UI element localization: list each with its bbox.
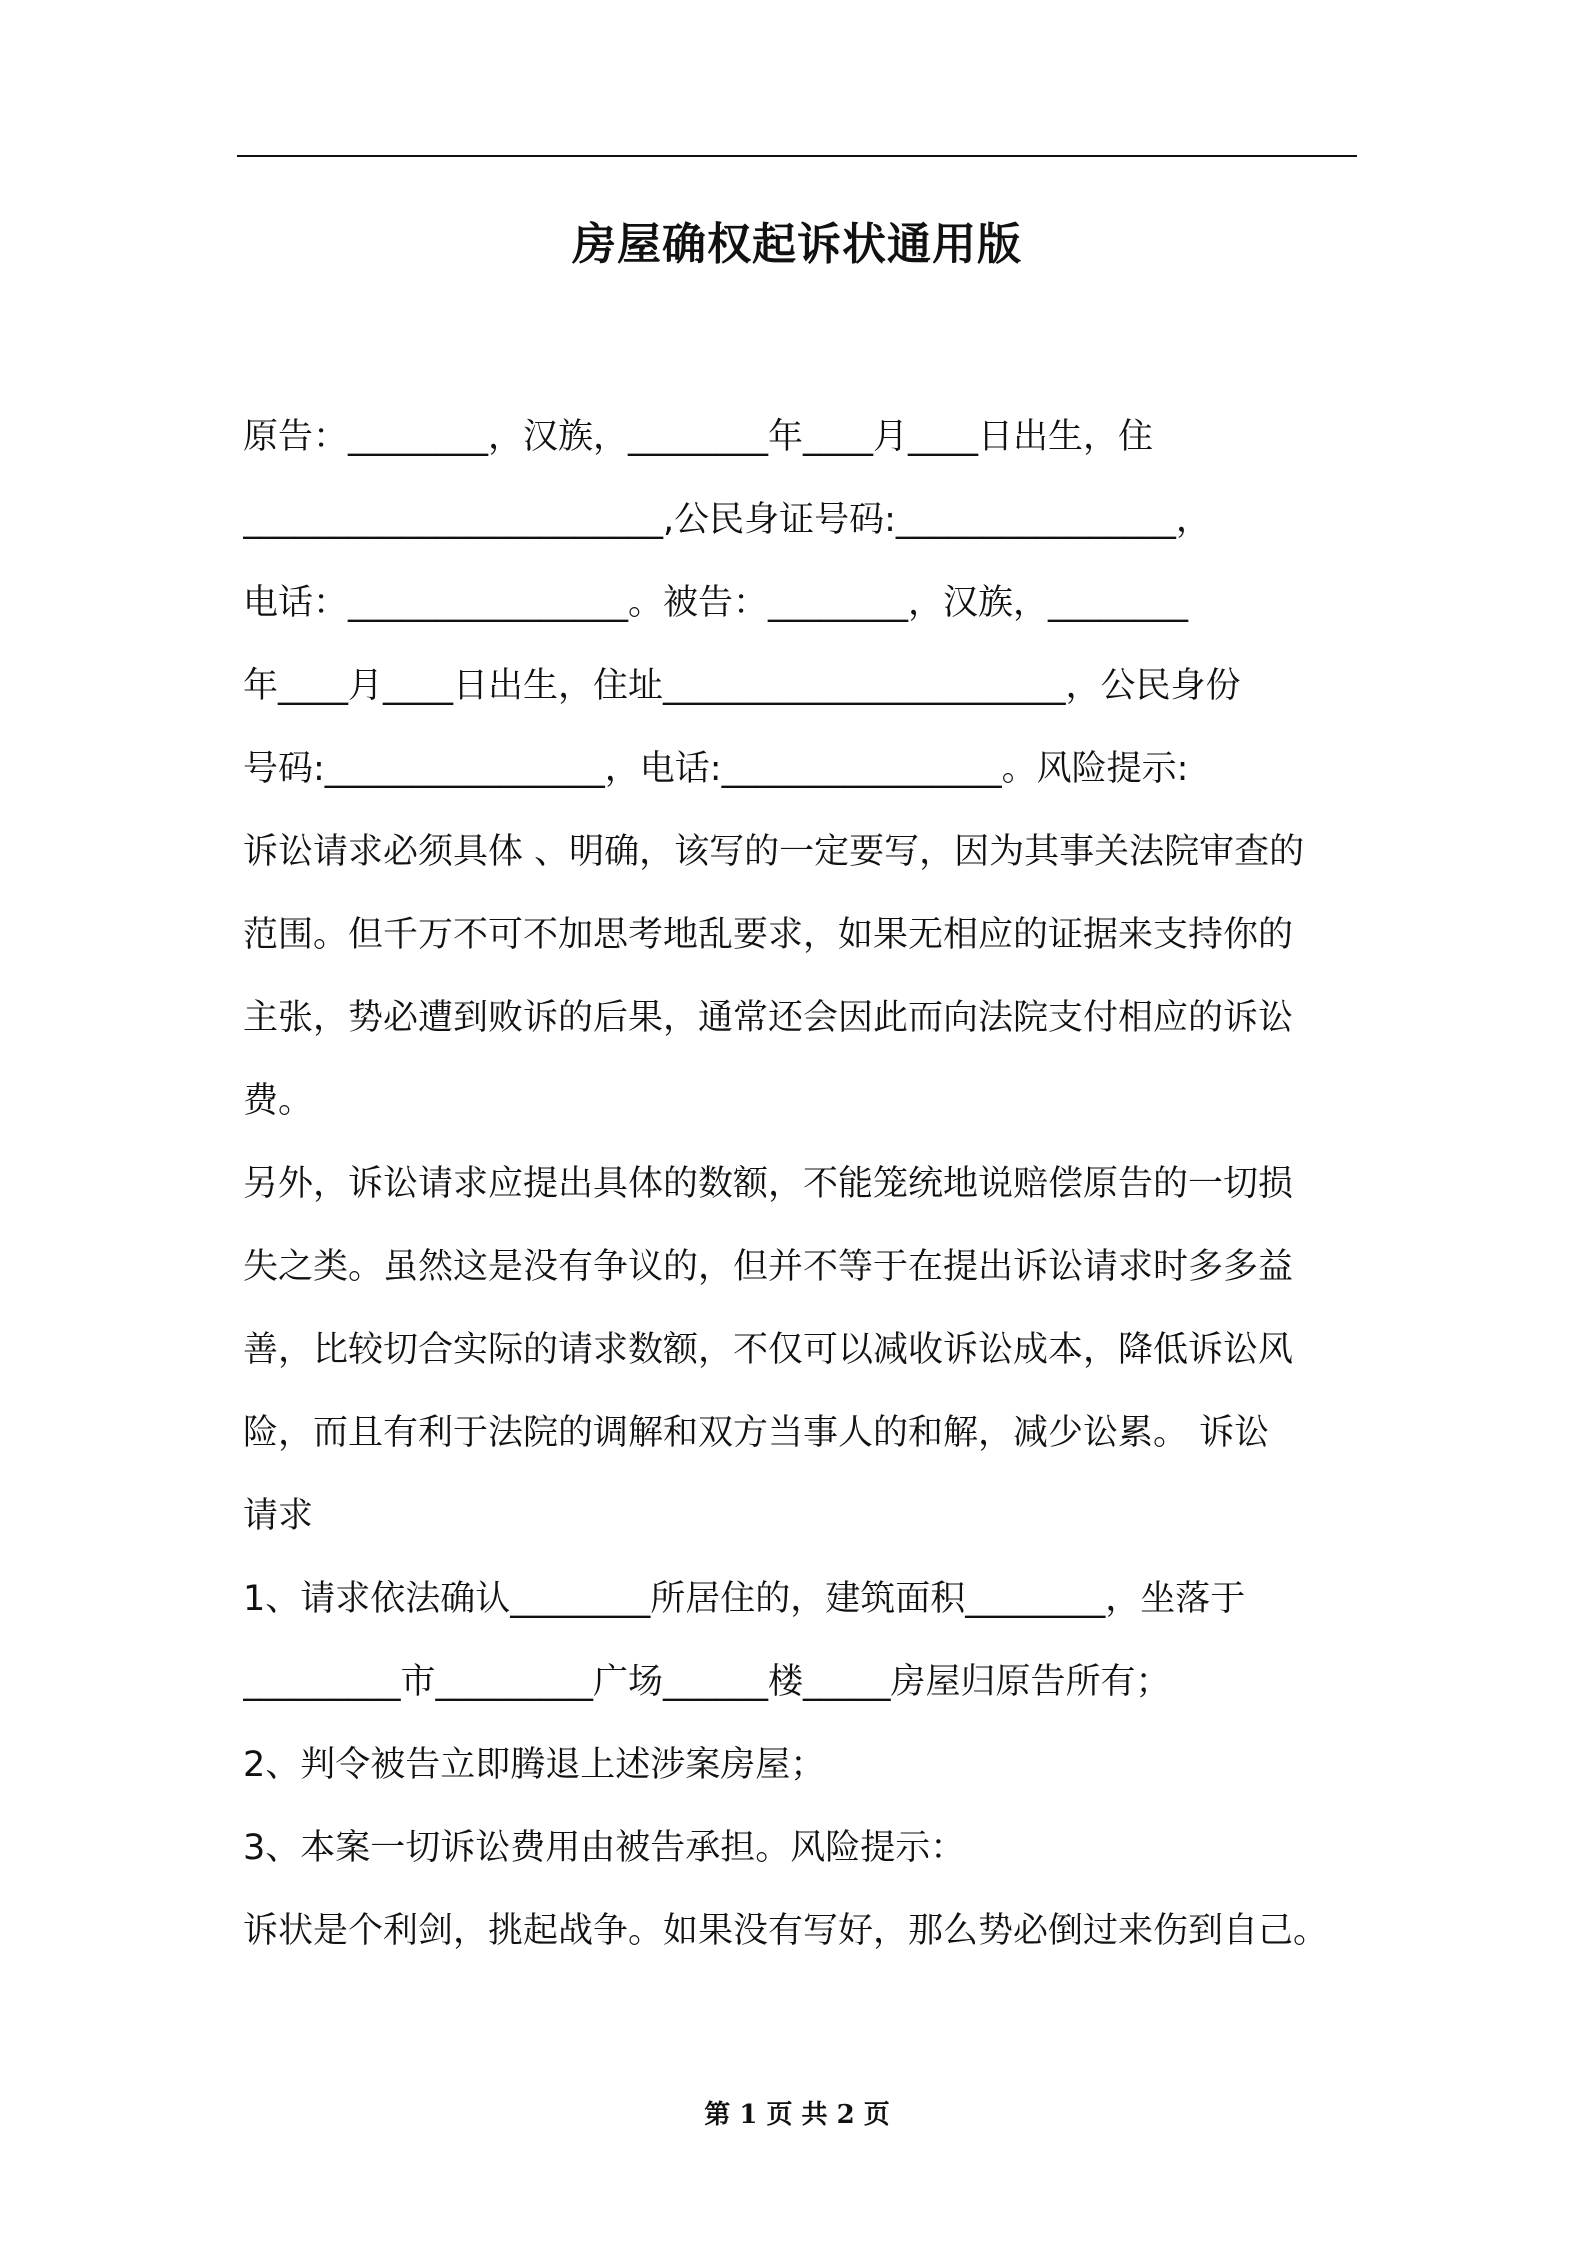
paragraph-line: 年____月____日出生，住址_______________________，公民身份 [243,666,1241,706]
claim-item: 3、本案一切诉讼费用由被告承担。风险提示： [243,1828,966,1868]
paragraph-line: 原告：________，汉族，________年____月____日出生，住 [243,417,1154,457]
claim-item-continued: _________市_________广场______楼_____房屋归原告所有； [243,1662,1171,1702]
claim-item: 2、判令被告立即腾退上述涉案房屋； [243,1745,826,1785]
paragraph-line: ________________________,公民身证号码:________________， [243,500,1211,540]
paragraph-line: 电话：________________。被告：________，汉族，________ [243,583,1189,623]
paragraph-line: 另外，诉讼请求应提出具体的数额，不能笼统地说赔偿原告的一切损 [243,1164,1294,1204]
page-footer: 第 1 页 共 2 页 [704,2100,890,2130]
document-title: 房屋确权起诉状通用版 [572,219,1022,270]
paragraph-line: 诉状是个利剑，挑起战争。如果没有写好，那么势必倒过来伤到自己。 [243,1911,1329,1951]
paragraph-line: 主张，势必遭到败诉的后果，通常还会因此而向法院支付相应的诉讼 [243,998,1294,1038]
paragraph-line: 范围。但千万不可不加思考地乱要求，如果无相应的证据来支持你的 [243,915,1294,955]
paragraph-line: 险，而且有利于法院的调解和双方当事人的和解，减少讼累。 诉讼 [243,1413,1270,1453]
paragraph-line: 诉讼请求必须具体 、明确，该写的一定要写，因为其事关法院审查的 [243,832,1305,872]
section-heading: 请求 [243,1496,314,1536]
paragraph-line: 失之类。虽然这是没有争议的，但并不等于在提出诉讼请求时多多益 [243,1247,1294,1287]
header-rule [237,155,1357,157]
paragraph-line: 费。 [243,1081,314,1121]
paragraph-line: 善，比较切合实际的请求数额，不仅可以减收诉讼成本，降低诉讼风 [243,1330,1294,1370]
paragraph-line: 号码:________________，电话:________________。风险提示: [243,749,1189,789]
claim-item: 1、请求依法确认________所居住的，建筑面积________，坐落于 [243,1579,1246,1619]
